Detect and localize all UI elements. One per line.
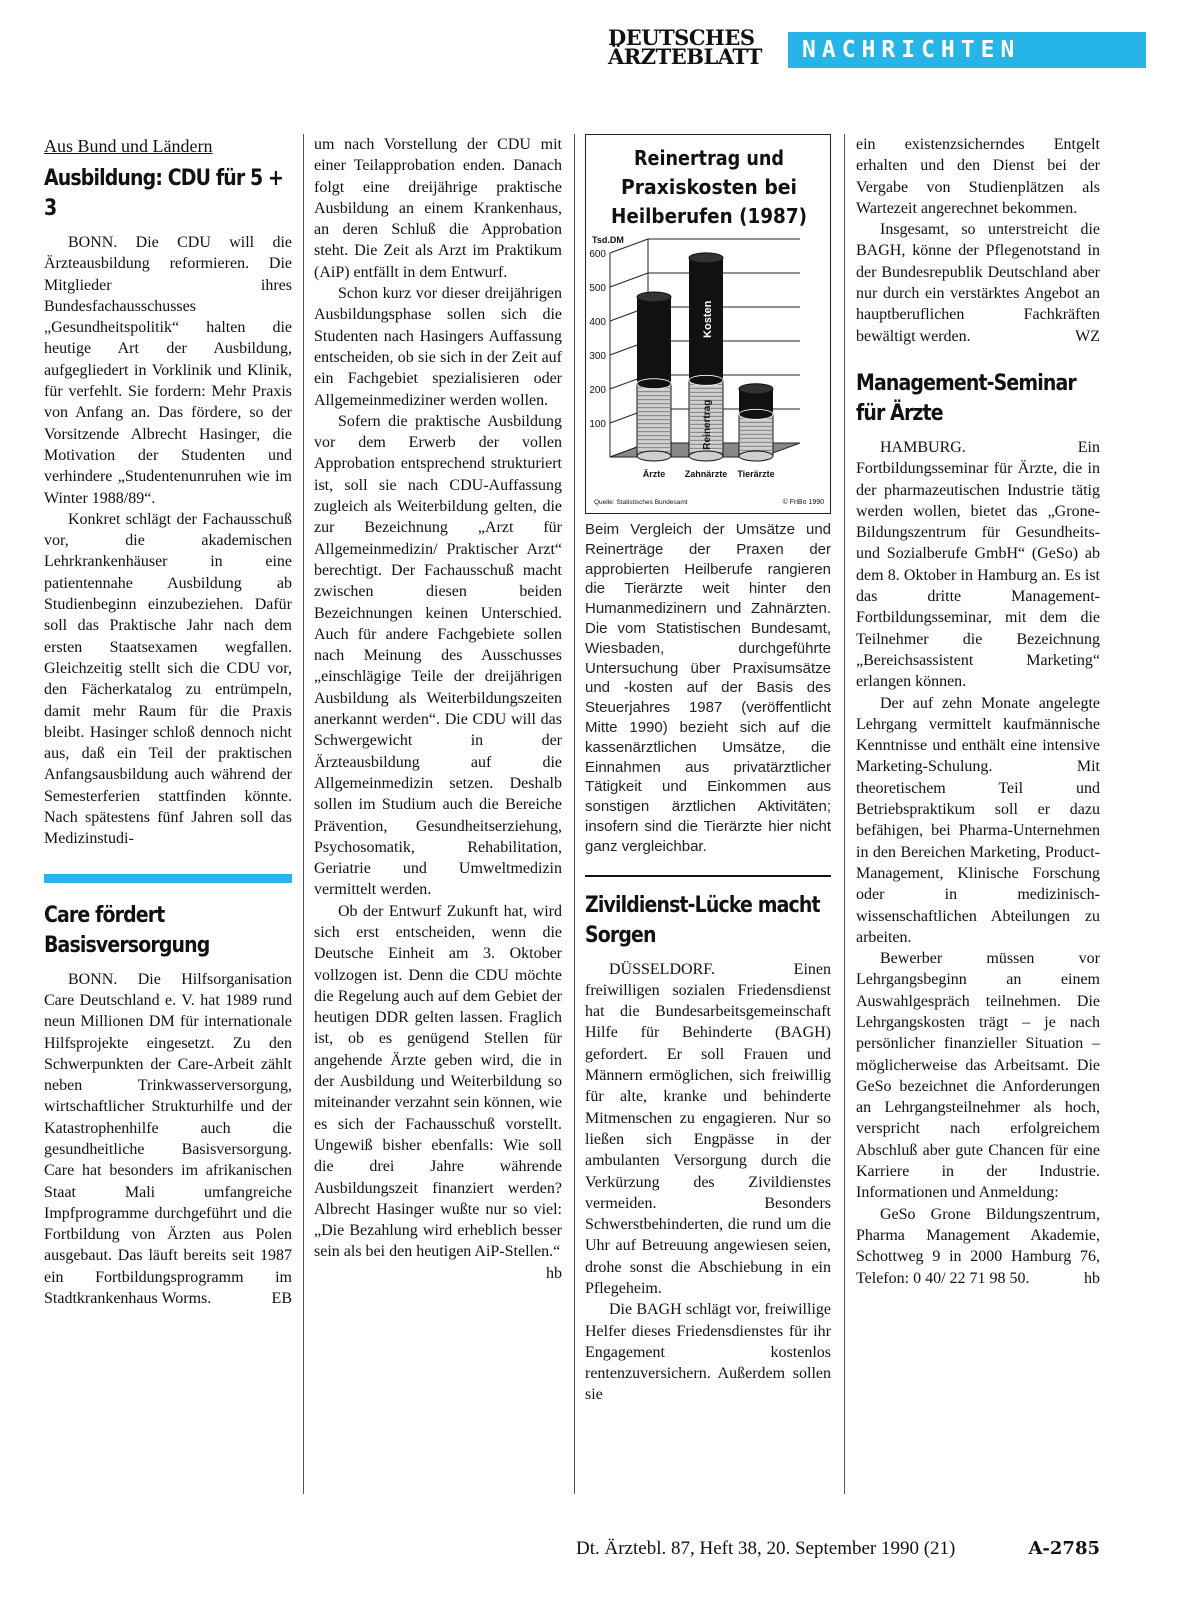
- series-label-kosten: Kosten: [702, 300, 714, 338]
- signature: EB: [271, 1290, 292, 1308]
- column-3: [585, 134, 831, 1406]
- bar-top: [739, 384, 773, 394]
- page-footer: [576, 1538, 1100, 1560]
- signature: hb: [546, 1264, 562, 1282]
- bar-top: [637, 292, 671, 302]
- y-tick-label: 300: [589, 351, 606, 362]
- grid-slant: [610, 273, 648, 287]
- paragraph-text: GeSo Grone Bildungszentrum, Pharma Management Akademie, Schottweg 9 in 2000 Hamburg 76, Telefon: 0 40/ 22 71 98 50.: [856, 1205, 1100, 1287]
- column-divider: [844, 134, 845, 1494]
- paragraph-text: Ob der Entwurf Zukunft hat, wird sich erst entscheiden, wenn die Deutsche Einheit am 3. Oktober vollzogen ist. Denn die CDU möchte die Regelung auch auf dem Gebiet der heutigen DDR gelten lassen. Fraglich ist, ob es genügend Stellen für angehende Ärzte geben wird, die in der Ausbildung und Weiterbildung so miteinander verzahnt sein können, wie es sich der Fachausschuß vorstellt. Ungewiß bisher ebenfalls: Wie soll die drei Jahre währende Ausbildungszeit finanziert werden? Albrecht Hasinger wußte nur so viel: „Die Bezahlung wird erheblich besser sein als bei den heutigen AiP-Stellen.“: [314, 902, 562, 1261]
- series-label-reinertrag: Reinertrag: [702, 399, 713, 450]
- paragraph: Die BAGH schlägt vor, freiwillige Helfer dieses Friedensdienstes für ihr Engagement kostenlos rentenzuversichern. Außerdem sollen sie: [585, 1301, 831, 1404]
- y-tick-label: 600: [589, 249, 606, 260]
- chart-credit: © FriBo 1990: [782, 499, 824, 506]
- paragraph: um nach Vorstellung der CDU mit einer Teilapprobation enden. Danach folgt eine dreijährige praktische Ausbildung an einem Krankenhaus, an deren Schluß die Approbation steht. Die Zeit als Arzt im Praktikum (AiP) entfällt in dem Entwurf.: [314, 136, 562, 281]
- citation: Dt. Ärztebl. 87, Heft 38, 20. September 1990 (21): [576, 1538, 956, 1559]
- x-category-label: Tierärzte: [737, 469, 775, 479]
- headline-care: Care fördert Basisversorgung: [44, 902, 210, 958]
- bar-reinertrag: [739, 414, 773, 456]
- section-divider: [585, 875, 831, 877]
- bar-base: [689, 451, 723, 461]
- y-tick-label: 400: [589, 317, 606, 328]
- y-tick-label: 100: [589, 419, 606, 430]
- column-divider: [574, 134, 575, 1494]
- headline-zivildienst: Zivildienst-Lücke macht Sorgen: [585, 892, 820, 948]
- signature: hb: [1084, 1269, 1100, 1287]
- x-category-label: Zahnärzte: [684, 469, 728, 479]
- x-category-label: Ärzte: [642, 469, 666, 479]
- y-tick-label: 200: [589, 385, 606, 396]
- column-4: [856, 134, 1100, 1289]
- bar-divider: [637, 379, 671, 389]
- section-divider: [44, 874, 292, 883]
- paragraph: DÜSSELDORF. Einen freiwilligen sozialen Friedensdienst hat die Bundesarbeitsgemeinschaft Hilfe für Behinderte (BAGH) gefordert. Er soll Frauen und Männern ermöglichen, sich freiwillig für alte, kranke und behinderte Mitmenschen zu engagieren. Nur so ließen sich Engpässe in der ambulanten Versorgung durch die Verkürzung des Zivildienstes vermeiden. Besonders Schwerstbehinderten, die rund um die Uhr auf Betreuung angewiesen seien, drohe sonst die Abschiebung in ein Pflegeheim.: [585, 960, 831, 1297]
- paragraph: Der auf zehn Monate angelegte Lehrgang vermittelt kaufmännische Kenntnisse und enthält eine intensive Marketing-Schulung. Mit theoretischem Teil und Betriebspraktikum soll er dazu befähigen, bei Pharma-Unternehmen in den Bereichen Marketing, Product-Management, Klinische Forschung oder in medizinisch-wissenschaftlichen Abteilungen zu arbeiten.: [856, 694, 1100, 946]
- paragraph: [856, 1204, 1100, 1289]
- bar-top: [689, 253, 723, 263]
- bar-base: [739, 451, 773, 461]
- paragraph: Konkret schlägt der Fachausschuß vor, die akademischen Lehrkrankenhäuser in eine patientennahe Ausbildung ab Studienbeginn einzubeziehen. Dafür soll das Praktische Jahr nach dem ersten Staatsexamen wegfallen. Gleichzeitig stellt sich die CDU vor, den Fächerkatalog zu entrümpeln, damit mehr Raum für die Praxis bleibt. Hasinger schloß dennoch nicht aus, daß ein Teil der praktischen Anfangsausbildung auch während der Semesterferien stattfinden könnte. Nach spätestens fünf Jahren soll das Medizinstudi-: [44, 510, 292, 848]
- chart-title: Reinertrag und Praxiskosten bei Heilberufen (1987): [611, 146, 807, 228]
- journal-logo: [608, 25, 776, 69]
- paragraph: [856, 219, 1100, 347]
- paragraph-text: BONN. Die Hilfsorganisation Care Deutschland e. V. hat 1989 rund neun Millionen DM für internationale Hilfsprojekte eingesetzt. Zu den Schwerpunkten der Care-Arbeit zählt neben Trinkwasserversorgung, wirtschaftlicher Strukturhilfe und der Katastrophenhilfe auch die gesundheitliche Basisversorgung. Care hat besonders im afrikanischen Staat Mali umfangreiche Impfprogramme durchgeführt und die Fortbildung von Ärzten aus Polen ausgebaut. Das läuft bereits seit 1987 ein Fortbildungsprogramm im Stadtkrankenhaus Worms.: [44, 970, 292, 1308]
- paragraph-text: Insgesamt, so unterstreicht die BAGH, könne der Pflegenotstand in der Bundesrepublik Deutschland aber nur durch ein verstärktes Angebot an hauptberuflichen Fachkräften bewältigt werden.: [856, 221, 1100, 345]
- column-divider: [303, 134, 304, 1494]
- chart-source: Quelle: Statistisches Bundesamt: [594, 499, 688, 506]
- chart-svg: [586, 135, 832, 515]
- headline-ausbildung: Ausbildung: CDU für 5 + 3: [44, 166, 284, 221]
- column-2: [314, 134, 562, 1284]
- paragraph: [314, 901, 562, 1282]
- y-axis-label: Tsd.DM: [592, 235, 624, 245]
- bar-divider: [689, 375, 723, 385]
- headline-management: Management-Seminar für Ärzte: [856, 370, 1076, 426]
- paragraph: Sofern die praktische Ausbildung vor dem Erwerb der vollen Approbation entsprechend strukturiert ist, soll sie nach CDU-Auffassung zugleich als Weiterbildung gelten, die zur Bezeichnung „Arzt für Allgemeinmedizin/ Praktischer Arzt“ berechtigt. Der Fachausschuß macht zwischen diesen beiden Bezeichnungen keinen Unterschied. Auch für andere Fachgebiete sollen nach Meinung des Ausschusses „einschlägige Teile der dreijährigen Ausbildung als Weiterbildungszeiten anerkannt werden“. Die CDU will das Schwergewicht in der Ärzteausbildung auf die Allgemeinmedizin setzen. Deshalb sollen im Studium auch die Bereiche Prävention, Gesundheitserziehung, Psychosomatik, Rehabilitation, Geriatrie und Umweltmedizin vermittelt werden.: [314, 412, 562, 899]
- page-number: A-2785: [1028, 1538, 1100, 1559]
- section-banner: NACHRICHTEN: [788, 32, 1146, 68]
- y-tick-label: 500: [589, 283, 606, 294]
- signature: WZ: [1075, 327, 1100, 345]
- column-1: [44, 134, 292, 1309]
- chart-caption: Beim Vergleich der Umsätze und Reinerträge der Praxen der approbierten Heilberufe rangieren die Tierärzte weit hinter den Humanmedizinern und Zahnärzten. Die vom Statistischen Bundesamt, Wiesbaden, durchgeführte Untersuchung über Praxisumsätze und -kosten auf der Basis des Steuerjahres 1987 (veröffentlicht Mitte 1990) bezieht sich auf die kassenärztlichen Umsätze, die Einnahmen aus privatärztlicher Tätigkeit und Einkommen aus sonstigen ärztlichen Aktivitäten; insofern sind die Tierärzte hier nicht ganz vergleichbar.: [585, 521, 831, 855]
- masthead: [608, 25, 1148, 70]
- paragraph: Bewerber müssen vor Lehrgangsbeginn an einem Auswahlgespräch teilnehmen. Die Lehrgangskosten trägt – je nach persönlicher finanzieller Situation – möglicherweise das Arbeitsamt. Die GeSo bezeichnet die Anforderungen an Lehrgangsteilnehmer als hoch, verspricht nach erfolgreichem Abschluß aber gute Chancen für eine Karriere in der Industrie. Informationen und Anmeldung:: [856, 950, 1100, 1202]
- paragraph: BONN. Die CDU will die Ärzteausbildung reformieren. Die Mitglieder ihres Bundesfachausschusses „Gesundheitspolitik“ halten die heutige Art der Ausbildung, aufgegliedert in Vorklinik und Klinik, für verfehlt. Sie fordern: Mehr Praxis von Anfang an. Das fördere, so der Vorsitzende Albrecht Hasinger, die Motivation der Studenten und verhindere „Studentenunruhen wie im Winter 1988/89“.: [44, 234, 292, 507]
- paragraph: Schon kurz vor dieser dreijährigen Ausbildungsphase sollen sich die Studenten nach Hasingers Auffassung entscheiden, ob sie sich in der Zeit auf ein Fachgebiet spezialisieren oder Allgemeinmediziner werden wollen.: [314, 285, 562, 409]
- rubric: Aus Bund und Ländern: [44, 136, 213, 156]
- paragraph: HAMBURG. Ein Fortbildungsseminar für Ärzte, die in der pharmazeutischen Industrie tätig werden wollen, bietet das „Grone-Bildungszentrum für Gesundheits- und Sozialberufe GmbH“ (GeSo) ab dem 8. Oktober in Hamburg an. Es ist das dritte Management-Fortbildungsseminar, mit dem die Teilnehmer die Bezeichnung „Bereichsassistent Marketing“ erlangen können.: [856, 438, 1100, 691]
- bar-kosten: [637, 297, 671, 384]
- paragraph: [44, 969, 292, 1310]
- bar-divider: [739, 409, 773, 419]
- logo-line-1: DEUTSCHES: [608, 25, 755, 50]
- paragraph: ein existenzsicherndes Entgelt erhalten und den Dienst bei der Vergabe von Studienplätzen als Wartezeit angerechnet bekommen.: [856, 136, 1100, 217]
- bar-base: [637, 451, 671, 461]
- chart-box: [585, 134, 831, 514]
- logo-line-2: ÄRZTEBLATT: [608, 44, 762, 69]
